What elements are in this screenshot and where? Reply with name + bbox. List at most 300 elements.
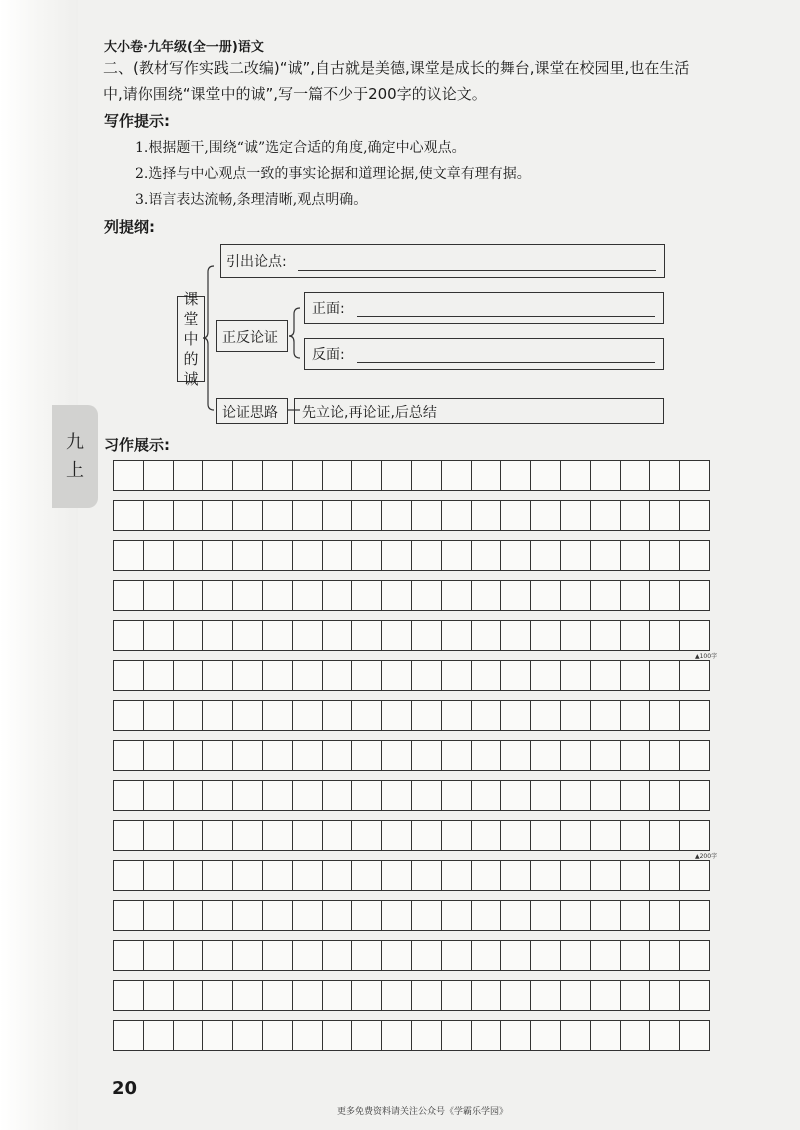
grid-cell[interactable] [232, 900, 263, 931]
grid-cell[interactable] [471, 980, 502, 1011]
grid-cell[interactable] [322, 900, 353, 931]
grid-cell[interactable] [262, 700, 293, 731]
grid-cell[interactable] [322, 860, 353, 891]
grid-cell[interactable] [381, 820, 412, 851]
grid-cell[interactable] [232, 460, 263, 491]
grid-cell[interactable] [322, 820, 353, 851]
grid-cell[interactable] [411, 900, 442, 931]
grid-cell[interactable] [173, 900, 204, 931]
grid-cell[interactable] [173, 540, 204, 571]
grid-cell[interactable] [381, 940, 412, 971]
grid-cell[interactable] [143, 1020, 174, 1051]
grid-cell[interactable] [679, 620, 710, 651]
grid-cell[interactable] [590, 780, 621, 811]
grid-cell[interactable] [679, 500, 710, 531]
grid-cell[interactable] [322, 660, 353, 691]
grid-cell[interactable] [590, 940, 621, 971]
grid-cell[interactable] [202, 780, 233, 811]
grid-cell[interactable] [173, 740, 204, 771]
grid-cell[interactable] [351, 540, 382, 571]
grid-cell[interactable] [590, 1020, 621, 1051]
grid-cell[interactable] [590, 860, 621, 891]
grid-cell[interactable] [471, 660, 502, 691]
grid-cell[interactable] [351, 580, 382, 611]
grid-cell[interactable] [530, 740, 561, 771]
grid-cell[interactable] [590, 980, 621, 1011]
grid-cell[interactable] [351, 860, 382, 891]
grid-cell[interactable] [143, 660, 174, 691]
grid-cell[interactable] [590, 660, 621, 691]
grid-cell[interactable] [649, 900, 680, 931]
grid-cell[interactable] [411, 940, 442, 971]
grid-cell[interactable] [143, 540, 174, 571]
grid-cell[interactable] [351, 620, 382, 651]
grid-cell[interactable] [679, 540, 710, 571]
grid-cell[interactable] [292, 980, 323, 1011]
grid-cell[interactable] [202, 940, 233, 971]
grid-cell[interactable] [471, 940, 502, 971]
grid-cell[interactable] [471, 900, 502, 931]
grid-cell[interactable] [113, 660, 144, 691]
grid-cell[interactable] [649, 620, 680, 651]
grid-cell[interactable] [649, 700, 680, 731]
grid-cell[interactable] [411, 780, 442, 811]
grid-cell[interactable] [411, 1020, 442, 1051]
grid-cell[interactable] [530, 580, 561, 611]
grid-cell[interactable] [202, 1020, 233, 1051]
grid-cell[interactable] [649, 860, 680, 891]
grid-cell[interactable] [620, 940, 651, 971]
grid-cell[interactable] [560, 500, 591, 531]
grid-cell[interactable] [471, 580, 502, 611]
grid-cell[interactable] [590, 460, 621, 491]
grid-cell[interactable] [649, 660, 680, 691]
grid-cell[interactable] [292, 700, 323, 731]
grid-cell[interactable] [500, 580, 531, 611]
grid-cell[interactable] [500, 740, 531, 771]
grid-cell[interactable] [113, 580, 144, 611]
grid-cell[interactable] [173, 620, 204, 651]
grid-cell[interactable] [113, 780, 144, 811]
grid-cell[interactable] [143, 460, 174, 491]
grid-cell[interactable] [530, 780, 561, 811]
grid-cell[interactable] [471, 780, 502, 811]
grid-cell[interactable] [679, 700, 710, 731]
grid-cell[interactable] [620, 500, 651, 531]
grid-cell[interactable] [560, 820, 591, 851]
grid-cell[interactable] [471, 700, 502, 731]
grid-cell[interactable] [590, 500, 621, 531]
grid-cell[interactable] [202, 900, 233, 931]
grid-cell[interactable] [381, 1020, 412, 1051]
grid-cell[interactable] [292, 620, 323, 651]
grid-cell[interactable] [411, 700, 442, 731]
grid-cell[interactable] [560, 540, 591, 571]
grid-cell[interactable] [411, 820, 442, 851]
grid-cell[interactable] [590, 900, 621, 931]
grid-cell[interactable] [381, 460, 412, 491]
grid-cell[interactable] [232, 820, 263, 851]
grid-cell[interactable] [292, 820, 323, 851]
grid-cell[interactable] [679, 580, 710, 611]
grid-cell[interactable] [262, 540, 293, 571]
grid-cell[interactable] [679, 900, 710, 931]
grid-cell[interactable] [292, 860, 323, 891]
grid-cell[interactable] [381, 980, 412, 1011]
grid-cell[interactable] [143, 700, 174, 731]
grid-cell[interactable] [262, 820, 293, 851]
grid-cell[interactable] [590, 820, 621, 851]
grid-cell[interactable] [381, 860, 412, 891]
grid-cell[interactable] [113, 740, 144, 771]
grid-cell[interactable] [471, 500, 502, 531]
positive-answer-line[interactable] [357, 316, 655, 317]
grid-cell[interactable] [590, 740, 621, 771]
grid-cell[interactable] [173, 1020, 204, 1051]
grid-cell[interactable] [232, 740, 263, 771]
grid-cell[interactable] [322, 1020, 353, 1051]
grid-cell[interactable] [113, 980, 144, 1011]
grid-cell[interactable] [173, 660, 204, 691]
grid-cell[interactable] [113, 620, 144, 651]
grid-cell[interactable] [143, 940, 174, 971]
grid-cell[interactable] [113, 460, 144, 491]
grid-cell[interactable] [560, 980, 591, 1011]
grid-cell[interactable] [351, 700, 382, 731]
grid-cell[interactable] [322, 940, 353, 971]
grid-cell[interactable] [232, 780, 263, 811]
grid-cell[interactable] [560, 940, 591, 971]
grid-cell[interactable] [500, 700, 531, 731]
grid-cell[interactable] [500, 820, 531, 851]
grid-cell[interactable] [471, 820, 502, 851]
grid-cell[interactable] [262, 900, 293, 931]
grid-cell[interactable] [530, 660, 561, 691]
grid-cell[interactable] [649, 980, 680, 1011]
grid-cell[interactable] [381, 500, 412, 531]
grid-cell[interactable] [322, 740, 353, 771]
grid-cell[interactable] [381, 620, 412, 651]
grid-cell[interactable] [202, 460, 233, 491]
grid-cell[interactable] [441, 900, 472, 931]
grid-cell[interactable] [262, 580, 293, 611]
grid-cell[interactable] [202, 620, 233, 651]
grid-cell[interactable] [322, 980, 353, 1011]
grid-cell[interactable] [411, 660, 442, 691]
grid-cell[interactable] [620, 980, 651, 1011]
grid-cell[interactable] [381, 580, 412, 611]
grid-cell[interactable] [322, 620, 353, 651]
grid-cell[interactable] [500, 860, 531, 891]
grid-cell[interactable] [113, 820, 144, 851]
grid-cell[interactable] [679, 780, 710, 811]
grid-cell[interactable] [113, 500, 144, 531]
grid-cell[interactable] [411, 500, 442, 531]
grid-cell[interactable] [620, 620, 651, 651]
grid-cell[interactable] [322, 500, 353, 531]
grid-cell[interactable] [173, 700, 204, 731]
grid-cell[interactable] [679, 740, 710, 771]
grid-cell[interactable] [649, 940, 680, 971]
grid-cell[interactable] [232, 620, 263, 651]
grid-cell[interactable] [620, 460, 651, 491]
grid-cell[interactable] [232, 1020, 263, 1051]
grid-cell[interactable] [679, 980, 710, 1011]
grid-cell[interactable] [530, 620, 561, 651]
grid-cell[interactable] [351, 980, 382, 1011]
grid-cell[interactable] [143, 580, 174, 611]
grid-cell[interactable] [530, 1020, 561, 1051]
grid-cell[interactable] [560, 740, 591, 771]
grid-cell[interactable] [441, 500, 472, 531]
grid-cell[interactable] [679, 660, 710, 691]
grid-cell[interactable] [113, 1020, 144, 1051]
grid-cell[interactable] [262, 740, 293, 771]
grid-cell[interactable] [202, 500, 233, 531]
grid-cell[interactable] [173, 940, 204, 971]
grid-cell[interactable] [143, 860, 174, 891]
grid-cell[interactable] [292, 540, 323, 571]
grid-cell[interactable] [500, 460, 531, 491]
grid-cell[interactable] [262, 860, 293, 891]
grid-cell[interactable] [351, 740, 382, 771]
grid-cell[interactable] [292, 780, 323, 811]
grid-cell[interactable] [500, 660, 531, 691]
grid-cell[interactable] [679, 1020, 710, 1051]
grid-cell[interactable] [262, 660, 293, 691]
grid-cell[interactable] [530, 500, 561, 531]
grid-cell[interactable] [262, 940, 293, 971]
grid-cell[interactable] [113, 540, 144, 571]
grid-cell[interactable] [262, 980, 293, 1011]
grid-cell[interactable] [679, 460, 710, 491]
grid-cell[interactable] [649, 740, 680, 771]
grid-cell[interactable] [471, 860, 502, 891]
grid-cell[interactable] [560, 900, 591, 931]
grid-cell[interactable] [441, 580, 472, 611]
grid-cell[interactable] [500, 780, 531, 811]
grid-cell[interactable] [649, 540, 680, 571]
grid-cell[interactable] [351, 460, 382, 491]
grid-cell[interactable] [649, 580, 680, 611]
grid-cell[interactable] [411, 860, 442, 891]
grid-cell[interactable] [471, 740, 502, 771]
grid-cell[interactable] [411, 740, 442, 771]
grid-cell[interactable] [322, 580, 353, 611]
grid-cell[interactable] [262, 1020, 293, 1051]
grid-cell[interactable] [262, 500, 293, 531]
grid-cell[interactable] [620, 860, 651, 891]
grid-cell[interactable] [620, 700, 651, 731]
grid-cell[interactable] [381, 540, 412, 571]
grid-cell[interactable] [500, 620, 531, 651]
grid-cell[interactable] [649, 780, 680, 811]
grid-cell[interactable] [262, 460, 293, 491]
grid-cell[interactable] [590, 700, 621, 731]
grid-cell[interactable] [173, 500, 204, 531]
grid-cell[interactable] [262, 780, 293, 811]
grid-cell[interactable] [143, 820, 174, 851]
grid-cell[interactable] [441, 860, 472, 891]
grid-cell[interactable] [143, 620, 174, 651]
grid-cell[interactable] [530, 900, 561, 931]
grid-cell[interactable] [590, 580, 621, 611]
grid-cell[interactable] [560, 1020, 591, 1051]
grid-cell[interactable] [471, 460, 502, 491]
grid-cell[interactable] [232, 940, 263, 971]
grid-cell[interactable] [351, 820, 382, 851]
grid-cell[interactable] [530, 700, 561, 731]
grid-cell[interactable] [202, 540, 233, 571]
grid-cell[interactable] [232, 860, 263, 891]
grid-cell[interactable] [620, 900, 651, 931]
grid-cell[interactable] [381, 780, 412, 811]
grid-cell[interactable] [351, 900, 382, 931]
grid-cell[interactable] [411, 540, 442, 571]
grid-cell[interactable] [560, 620, 591, 651]
grid-cell[interactable] [202, 860, 233, 891]
grid-cell[interactable] [322, 700, 353, 731]
grid-cell[interactable] [292, 740, 323, 771]
grid-cell[interactable] [113, 940, 144, 971]
grid-cell[interactable] [471, 1020, 502, 1051]
grid-cell[interactable] [530, 820, 561, 851]
grid-cell[interactable] [202, 820, 233, 851]
grid-cell[interactable] [143, 780, 174, 811]
grid-cell[interactable] [232, 500, 263, 531]
grid-cell[interactable] [441, 820, 472, 851]
grid-cell[interactable] [679, 820, 710, 851]
negative-answer-line[interactable] [357, 362, 655, 363]
grid-cell[interactable] [560, 780, 591, 811]
intro-answer-line[interactable] [298, 270, 656, 271]
grid-cell[interactable] [292, 900, 323, 931]
grid-cell[interactable] [381, 900, 412, 931]
grid-cell[interactable] [381, 700, 412, 731]
grid-cell[interactable] [202, 660, 233, 691]
grid-cell[interactable] [143, 980, 174, 1011]
grid-cell[interactable] [292, 500, 323, 531]
grid-cell[interactable] [292, 1020, 323, 1051]
grid-cell[interactable] [441, 780, 472, 811]
grid-cell[interactable] [173, 980, 204, 1011]
grid-cell[interactable] [381, 660, 412, 691]
grid-cell[interactable] [590, 620, 621, 651]
grid-cell[interactable] [530, 460, 561, 491]
grid-cell[interactable] [441, 700, 472, 731]
grid-cell[interactable] [530, 980, 561, 1011]
grid-cell[interactable] [351, 660, 382, 691]
grid-cell[interactable] [560, 660, 591, 691]
grid-cell[interactable] [381, 740, 412, 771]
grid-cell[interactable] [292, 460, 323, 491]
grid-cell[interactable] [202, 740, 233, 771]
grid-cell[interactable] [143, 900, 174, 931]
grid-cell[interactable] [411, 620, 442, 651]
grid-cell[interactable] [441, 740, 472, 771]
grid-cell[interactable] [411, 580, 442, 611]
grid-cell[interactable] [500, 540, 531, 571]
grid-cell[interactable] [679, 940, 710, 971]
grid-cell[interactable] [411, 460, 442, 491]
grid-cell[interactable] [173, 780, 204, 811]
grid-cell[interactable] [173, 860, 204, 891]
grid-cell[interactable] [202, 580, 233, 611]
grid-cell[interactable] [620, 660, 651, 691]
grid-cell[interactable] [620, 820, 651, 851]
grid-cell[interactable] [351, 780, 382, 811]
grid-cell[interactable] [262, 620, 293, 651]
grid-cell[interactable] [441, 1020, 472, 1051]
grid-cell[interactable] [590, 540, 621, 571]
grid-cell[interactable] [232, 540, 263, 571]
grid-cell[interactable] [441, 940, 472, 971]
grid-cell[interactable] [530, 540, 561, 571]
grid-cell[interactable] [292, 940, 323, 971]
grid-cell[interactable] [292, 660, 323, 691]
grid-cell[interactable] [411, 980, 442, 1011]
grid-cell[interactable] [351, 1020, 382, 1051]
grid-cell[interactable] [441, 620, 472, 651]
grid-cell[interactable] [351, 940, 382, 971]
grid-cell[interactable] [113, 860, 144, 891]
grid-cell[interactable] [292, 580, 323, 611]
grid-cell[interactable] [560, 860, 591, 891]
grid-cell[interactable] [560, 580, 591, 611]
grid-cell[interactable] [113, 700, 144, 731]
grid-cell[interactable] [620, 540, 651, 571]
grid-cell[interactable] [620, 580, 651, 611]
grid-cell[interactable] [649, 820, 680, 851]
grid-cell[interactable] [560, 460, 591, 491]
grid-cell[interactable] [113, 900, 144, 931]
grid-cell[interactable] [649, 500, 680, 531]
grid-cell[interactable] [679, 860, 710, 891]
grid-cell[interactable] [232, 980, 263, 1011]
grid-cell[interactable] [232, 660, 263, 691]
grid-cell[interactable] [500, 1020, 531, 1051]
grid-cell[interactable] [441, 460, 472, 491]
grid-cell[interactable] [143, 740, 174, 771]
grid-cell[interactable] [441, 660, 472, 691]
grid-cell[interactable] [471, 540, 502, 571]
grid-cell[interactable] [649, 460, 680, 491]
grid-cell[interactable] [143, 500, 174, 531]
grid-cell[interactable] [232, 700, 263, 731]
grid-cell[interactable] [500, 980, 531, 1011]
grid-cell[interactable] [173, 820, 204, 851]
grid-cell[interactable] [232, 580, 263, 611]
grid-cell[interactable] [441, 540, 472, 571]
grid-cell[interactable] [351, 500, 382, 531]
grid-cell[interactable] [441, 980, 472, 1011]
grid-cell[interactable] [530, 860, 561, 891]
grid-cell[interactable] [620, 780, 651, 811]
grid-cell[interactable] [620, 740, 651, 771]
grid-cell[interactable] [202, 700, 233, 731]
grid-cell[interactable] [173, 580, 204, 611]
grid-cell[interactable] [500, 940, 531, 971]
grid-cell[interactable] [649, 1020, 680, 1051]
grid-cell[interactable] [202, 980, 233, 1011]
grid-cell[interactable] [500, 500, 531, 531]
grid-cell[interactable] [560, 700, 591, 731]
grid-cell[interactable] [322, 780, 353, 811]
grid-cell[interactable] [620, 1020, 651, 1051]
grid-cell[interactable] [530, 940, 561, 971]
grid-cell[interactable] [322, 460, 353, 491]
grid-cell[interactable] [471, 620, 502, 651]
